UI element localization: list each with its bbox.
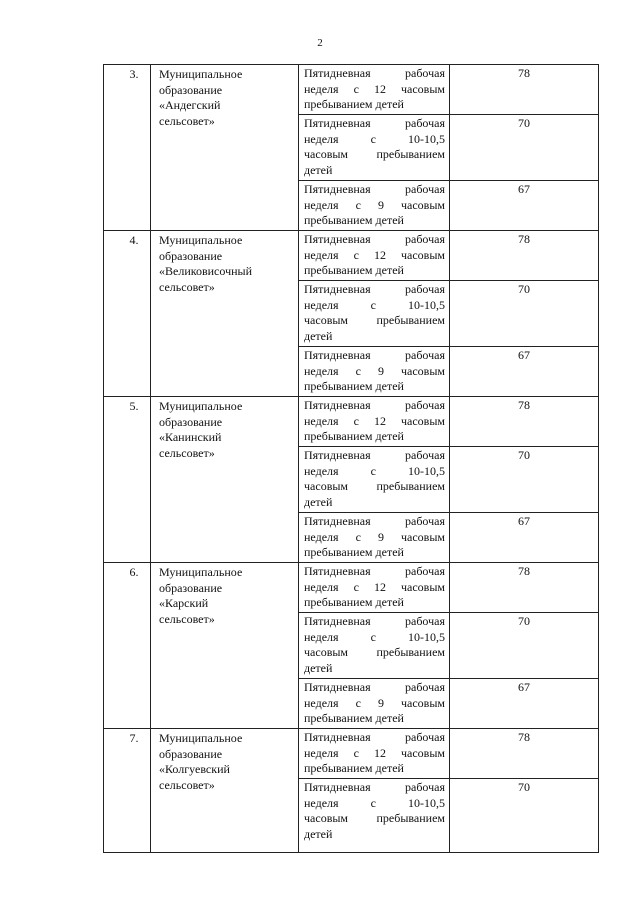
- municipality-name-line: Муниципальное: [159, 67, 243, 81]
- municipality-name-line: сельсовет»: [159, 279, 215, 294]
- schedule-table: [103, 64, 599, 853]
- work-mode-line: неделя с 9 часовым: [304, 363, 445, 378]
- work-mode-line: пребыванием детей: [304, 97, 404, 111]
- value-cell: 78: [450, 231, 599, 281]
- table-row: [104, 729, 599, 779]
- work-mode: [299, 563, 450, 613]
- row-number: 3.: [104, 65, 151, 231]
- work-mode-line: неделя с 12 часовым: [304, 247, 445, 262]
- municipality-name: [151, 65, 299, 231]
- value-cell: 67: [450, 347, 599, 397]
- value-cell: 78: [450, 563, 599, 613]
- work-mode-line: неделя с 10-10,5: [304, 463, 445, 478]
- work-mode: [299, 231, 450, 281]
- row-number: 5.: [104, 397, 151, 563]
- work-mode-line: часовым пребыванием: [304, 645, 445, 659]
- municipality-name: [151, 563, 299, 729]
- work-mode-line: часовым пребыванием: [304, 811, 445, 825]
- work-mode-line: детей: [304, 826, 333, 841]
- value-cell: 70: [450, 281, 599, 347]
- work-mode-line: детей: [304, 494, 333, 509]
- work-mode-line: пребыванием детей: [304, 711, 404, 725]
- work-mode-line: пребыванием детей: [304, 761, 404, 775]
- work-mode-line: Пятидневная рабочая: [304, 232, 445, 246]
- work-mode-line: детей: [304, 162, 333, 177]
- work-mode: [299, 115, 450, 181]
- work-mode-line: пребыванием детей: [304, 595, 404, 609]
- municipality-name-line: Муниципальное: [159, 399, 243, 413]
- municipality-name-line: Муниципальное: [159, 233, 243, 247]
- table-row: [104, 231, 599, 281]
- work-mode-line: пребыванием детей: [304, 263, 404, 277]
- municipality-name-line: образование: [159, 414, 223, 429]
- work-mode-line: неделя с 9 часовым: [304, 529, 445, 544]
- work-mode-line: неделя с 12 часовым: [304, 745, 445, 760]
- work-mode: [299, 779, 450, 853]
- work-mode: [299, 397, 450, 447]
- work-mode-line: детей: [304, 660, 333, 675]
- row-number: 7.: [104, 729, 151, 853]
- municipality-name-line: сельсовет»: [159, 445, 215, 460]
- work-mode: [299, 729, 450, 779]
- work-mode: [299, 281, 450, 347]
- municipality-name-line: «Андегский: [159, 98, 221, 112]
- municipality-name-line: образование: [159, 580, 223, 595]
- municipality-name-line: «Великовисочный: [159, 264, 253, 278]
- work-mode: [299, 181, 450, 231]
- work-mode-line: пребыванием детей: [304, 213, 404, 227]
- table-row: [104, 563, 599, 613]
- municipality-name: [151, 231, 299, 397]
- work-mode-line: пребыванием детей: [304, 379, 404, 393]
- work-mode-line: Пятидневная рабочая: [304, 780, 445, 794]
- value-cell: 78: [450, 729, 599, 779]
- work-mode-line: неделя с 12 часовым: [304, 579, 445, 594]
- municipality-name-line: сельсовет»: [159, 611, 215, 626]
- municipality-name-line: сельсовет»: [159, 777, 215, 792]
- work-mode: [299, 679, 450, 729]
- work-mode-line: неделя с 10-10,5: [304, 131, 445, 146]
- work-mode-line: Пятидневная рабочая: [304, 564, 445, 578]
- work-mode-line: неделя с 10-10,5: [304, 297, 445, 312]
- work-mode-line: неделя с 10-10,5: [304, 629, 445, 644]
- municipality-name-line: сельсовет»: [159, 113, 215, 128]
- work-mode-line: неделя с 9 часовым: [304, 695, 445, 710]
- work-mode-line: Пятидневная рабочая: [304, 348, 445, 362]
- value-cell: 70: [450, 115, 599, 181]
- work-mode-line: Пятидневная рабочая: [304, 614, 445, 628]
- municipality-name: [151, 397, 299, 563]
- table-row: [104, 397, 599, 447]
- work-mode-line: Пятидневная рабочая: [304, 116, 445, 130]
- value-cell: 67: [450, 181, 599, 231]
- work-mode-line: часовым пребыванием: [304, 313, 445, 327]
- work-mode-line: детей: [304, 328, 333, 343]
- municipality-name: [151, 729, 299, 853]
- value-cell: 67: [450, 679, 599, 729]
- value-cell: 70: [450, 613, 599, 679]
- work-mode-line: неделя с 9 часовым: [304, 197, 445, 212]
- value-cell: 78: [450, 397, 599, 447]
- municipality-name-line: образование: [159, 746, 223, 761]
- municipality-name-line: «Канинский: [159, 430, 222, 444]
- work-mode-line: Пятидневная рабочая: [304, 66, 445, 80]
- work-mode-line: Пятидневная рабочая: [304, 448, 445, 462]
- work-mode: [299, 513, 450, 563]
- work-mode-line: Пятидневная рабочая: [304, 398, 445, 412]
- work-mode: [299, 65, 450, 115]
- work-mode-line: часовым пребыванием: [304, 479, 445, 493]
- value-cell: 70: [450, 447, 599, 513]
- work-mode-line: Пятидневная рабочая: [304, 514, 445, 528]
- work-mode-line: неделя с 12 часовым: [304, 81, 445, 96]
- work-mode-line: неделя с 10-10,5: [304, 795, 445, 810]
- work-mode-line: Пятидневная рабочая: [304, 282, 445, 296]
- row-number: 6.: [104, 563, 151, 729]
- municipality-name-line: Муниципальное: [159, 565, 243, 579]
- page-number: 2: [317, 37, 323, 49]
- work-mode-line: Пятидневная рабочая: [304, 680, 445, 694]
- work-mode-line: неделя с 12 часовым: [304, 413, 445, 428]
- work-mode: [299, 613, 450, 679]
- municipality-name-line: «Колгуевский: [159, 762, 230, 776]
- value-cell: 70: [450, 779, 599, 853]
- work-mode: [299, 447, 450, 513]
- municipality-name-line: образование: [159, 82, 223, 97]
- work-mode-line: часовым пребыванием: [304, 147, 445, 161]
- municipality-name-line: Муниципальное: [159, 731, 243, 745]
- municipality-name-line: образование: [159, 248, 223, 263]
- table-body: [104, 65, 599, 853]
- value-cell: 78: [450, 65, 599, 115]
- municipality-name-line: «Карский: [159, 596, 209, 610]
- work-mode-line: Пятидневная рабочая: [304, 182, 445, 196]
- work-mode: [299, 347, 450, 397]
- work-mode-line: пребыванием детей: [304, 545, 404, 559]
- work-mode-line: Пятидневная рабочая: [304, 730, 445, 744]
- table-row: [104, 65, 599, 115]
- row-number: 4.: [104, 231, 151, 397]
- value-cell: 67: [450, 513, 599, 563]
- work-mode-line: пребыванием детей: [304, 429, 404, 443]
